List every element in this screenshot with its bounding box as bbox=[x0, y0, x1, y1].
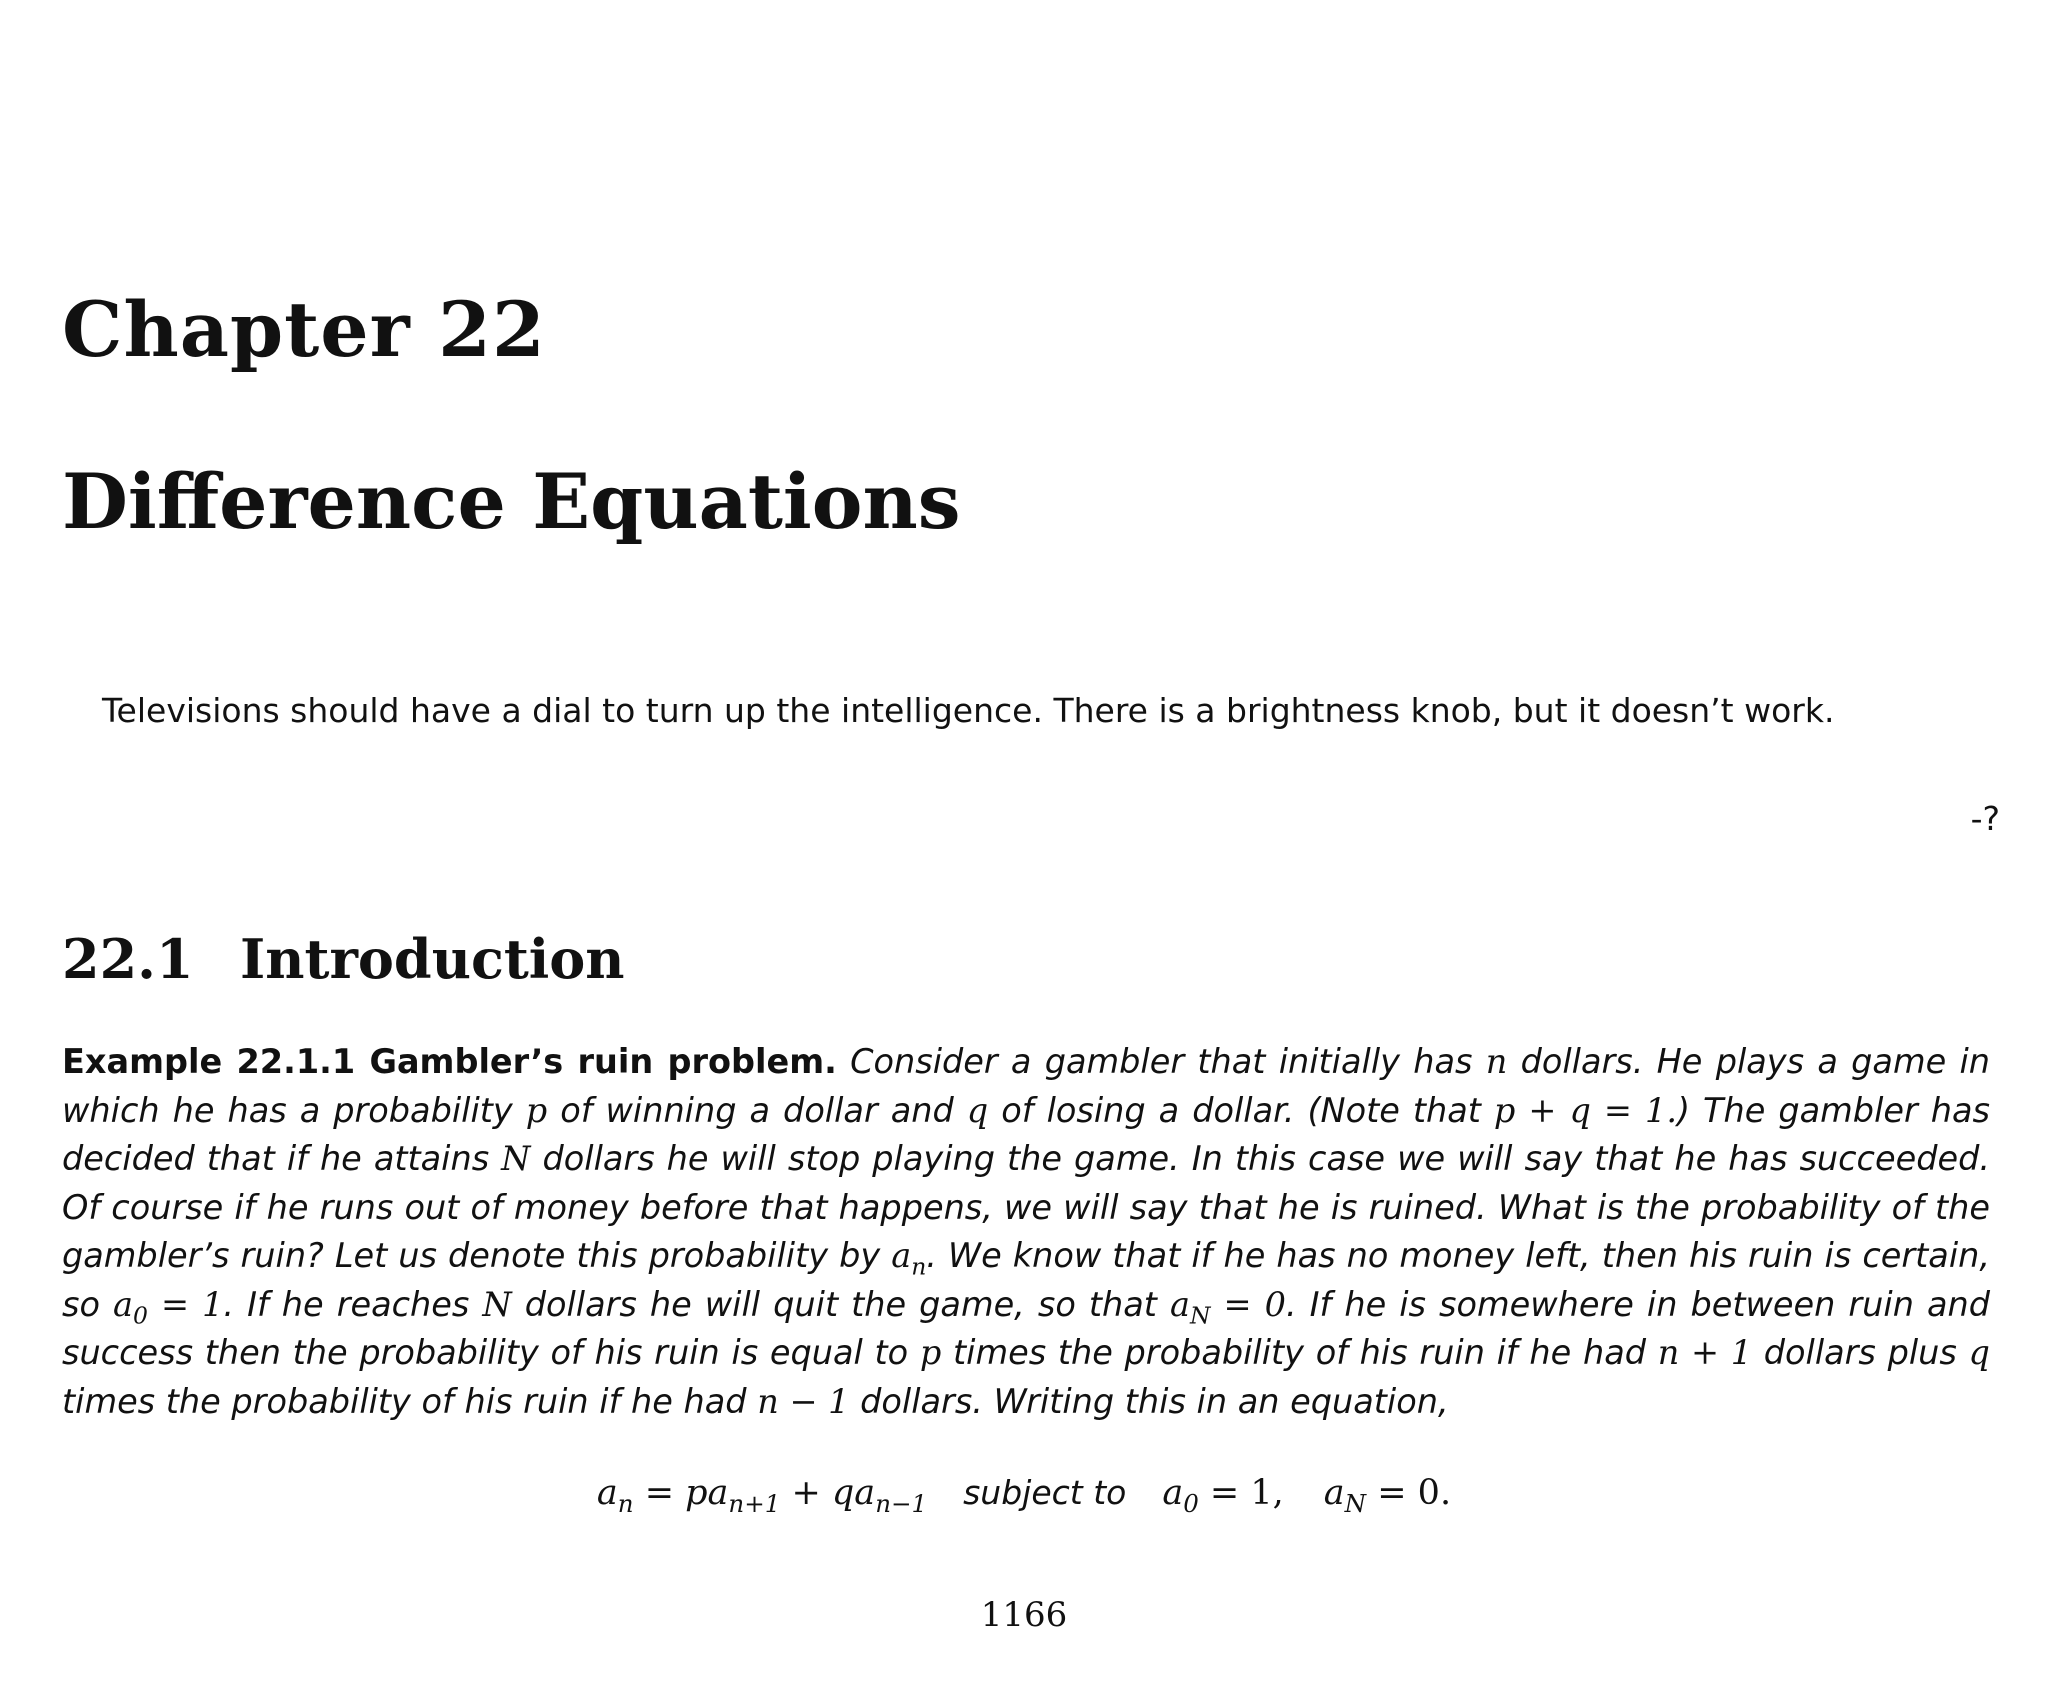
example-label: Example 22.1.1 Gambler’s ruin problem. bbox=[62, 1042, 837, 1081]
math-subscript: n bbox=[617, 1489, 634, 1518]
math-rest: = 0 bbox=[1210, 1284, 1286, 1324]
boundary-condition bbox=[1162, 1473, 1284, 1518]
math-base: a bbox=[596, 1473, 618, 1513]
math-subscript: n−1 bbox=[875, 1489, 928, 1518]
example-text: dollars. Writing this in an equation, bbox=[849, 1381, 1449, 1421]
math-expression: n + 1 bbox=[1657, 1333, 1753, 1372]
example-text: Consider a gambler that initially has bbox=[836, 1042, 1486, 1081]
math-base: pa bbox=[685, 1473, 729, 1513]
math-subscript: n bbox=[911, 1252, 927, 1281]
example-text: times the probability of his ruin if he had bbox=[941, 1333, 1658, 1372]
equation-lhs bbox=[596, 1473, 634, 1518]
subject-to-text: subject to bbox=[963, 1473, 1127, 1512]
math-var: p bbox=[919, 1333, 942, 1372]
math-base: a bbox=[113, 1284, 133, 1324]
math-subscript: 0 bbox=[132, 1301, 148, 1330]
epigraph-quote: Televisions should have a dial to turn up the intelligence. There is a brightness knob, but it doesn’t work. bbox=[102, 691, 1835, 730]
example-text: dollars plus bbox=[1752, 1333, 1969, 1372]
equation-term bbox=[685, 1473, 781, 1518]
math-expression bbox=[1169, 1284, 1286, 1330]
equation-term bbox=[831, 1473, 928, 1518]
math-rest: = 1 bbox=[147, 1284, 224, 1324]
math-rest: = 0. bbox=[1366, 1473, 1452, 1513]
boundary-condition bbox=[1323, 1473, 1452, 1518]
section-title: Introduction bbox=[240, 927, 625, 991]
math-var: N bbox=[501, 1139, 531, 1178]
page-number: 1166 bbox=[980, 1595, 1068, 1635]
example-text: dollars he will stop playing the game. In this case we will say that he has succeeded. Of course if he runs out of money before that happens, we will say that he is ruined. What is the probability of the gambler’s ruin? Let us denote this probability by bbox=[62, 1139, 1990, 1275]
math-var: n bbox=[1485, 1042, 1508, 1081]
example-text: dollars he will quit the game, so that bbox=[511, 1284, 1170, 1324]
plus-sign: + bbox=[780, 1473, 832, 1513]
chapter-number: Chapter 22 bbox=[62, 285, 546, 374]
math-base: qa bbox=[831, 1473, 876, 1513]
example-text: . If he reaches bbox=[223, 1284, 483, 1324]
example-text: of winning a dollar and bbox=[547, 1090, 967, 1130]
math-subscript: N bbox=[1344, 1489, 1367, 1518]
math-expression: n − 1 bbox=[757, 1381, 850, 1421]
math-expression: p + q = 1. bbox=[1493, 1090, 1677, 1130]
math-expression bbox=[113, 1284, 224, 1330]
math-base: a bbox=[1169, 1284, 1190, 1324]
math-var bbox=[891, 1236, 927, 1281]
math-var: q bbox=[1968, 1333, 1990, 1372]
example-text: . If he is somewhere in between ruin and success then the probability of his ruin is equal to bbox=[62, 1284, 1991, 1372]
math-base: a bbox=[1162, 1473, 1184, 1513]
math-var: q bbox=[966, 1090, 989, 1130]
example-text: dollars. He plays a game in which he has a probability bbox=[62, 1042, 1990, 1130]
example-paragraph bbox=[62, 1038, 1990, 1426]
math-subscript: N bbox=[1189, 1301, 1211, 1330]
example-text: times the probability of his ruin if he had bbox=[62, 1381, 758, 1421]
equals-sign: = bbox=[633, 1473, 686, 1513]
math-var: N bbox=[482, 1284, 512, 1324]
math-var: p bbox=[525, 1090, 548, 1130]
display-equation bbox=[0, 1473, 2048, 1518]
math-base: a bbox=[1323, 1473, 1345, 1513]
math-subscript: n+1 bbox=[728, 1489, 781, 1518]
section-heading bbox=[62, 927, 625, 991]
section-number: 22.1 bbox=[62, 927, 194, 991]
example-text: of losing a dollar. (Note that bbox=[988, 1090, 1494, 1130]
example-text: ) The gambler has decided that if he attains bbox=[62, 1090, 1990, 1178]
math-base: a bbox=[891, 1236, 912, 1275]
chapter-title: Difference Equations bbox=[62, 457, 961, 546]
math-rest: = 1, bbox=[1198, 1473, 1284, 1513]
example-text: . We know that if he has no money left, then his ruin is certain, so bbox=[62, 1236, 1991, 1324]
math-subscript: 0 bbox=[1183, 1489, 1199, 1518]
epigraph-author: -? bbox=[1970, 799, 2000, 838]
